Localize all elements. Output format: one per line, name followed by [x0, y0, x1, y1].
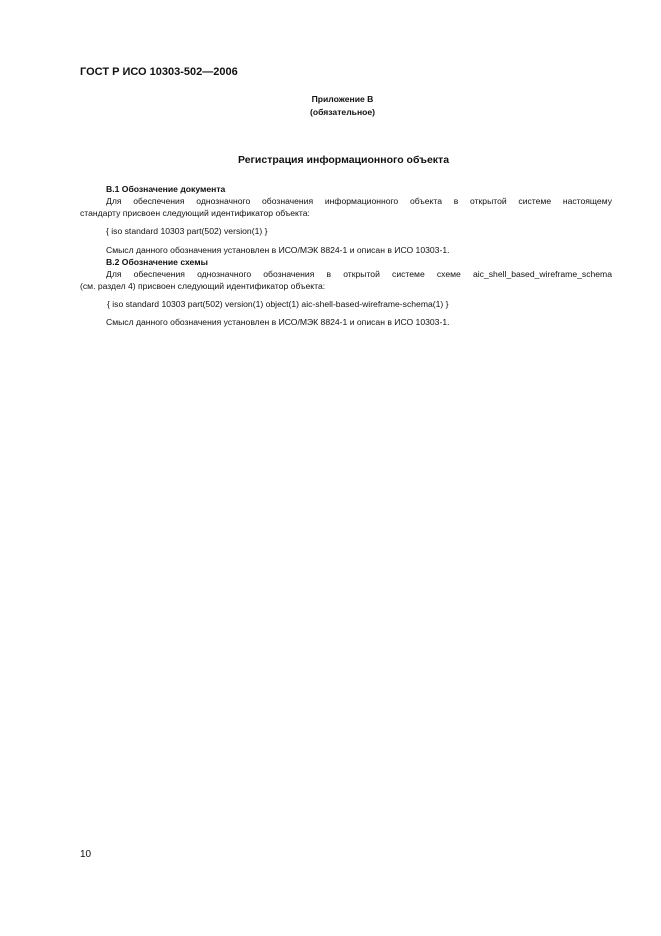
object-identifier: { iso standard 10303 part(502) version(1) object(1) aic-shell-based-wireframe-schema(1) } — [107, 299, 449, 309]
note-text: Смысл данного обозначения установлен в ИСО/МЭК 8824-1 и описан в ИСО 10303-1. — [106, 317, 450, 327]
page-number: 10 — [80, 849, 92, 860]
object-identifier: { iso standard 10303 part(502) version(1) } — [106, 226, 268, 236]
annex-status: (обязательное) — [309, 107, 376, 117]
section-heading: В.1 Обозначение документа — [106, 184, 226, 194]
paragraph-line: Для обеспечения однозначного обозначения в открытой системе схеме aic_shell_based_wireframe_schema — [106, 269, 612, 279]
note-text: Смысл данного обозначения установлен в ИСО/МЭК 8824-1 и описан в ИСО 10303-1. — [106, 245, 450, 255]
paragraph-line: (см. раздел 4) присвоен следующий идентификатор объекта: — [80, 281, 326, 291]
main-title: Регистрация информационного объекта — [237, 154, 450, 166]
annex-title: Приложение В — [311, 94, 374, 104]
paragraph-line: Для обеспечения однозначного обозначения информационного объекта в открытой системе настоящему — [106, 196, 612, 206]
section-heading: В.2 Обозначение схемы — [106, 257, 208, 267]
document-header: ГОСТ Р ИСО 10303-502—2006 — [80, 66, 238, 78]
paragraph-line: стандарту присвоен следующий идентификатор объекта: — [80, 208, 310, 218]
